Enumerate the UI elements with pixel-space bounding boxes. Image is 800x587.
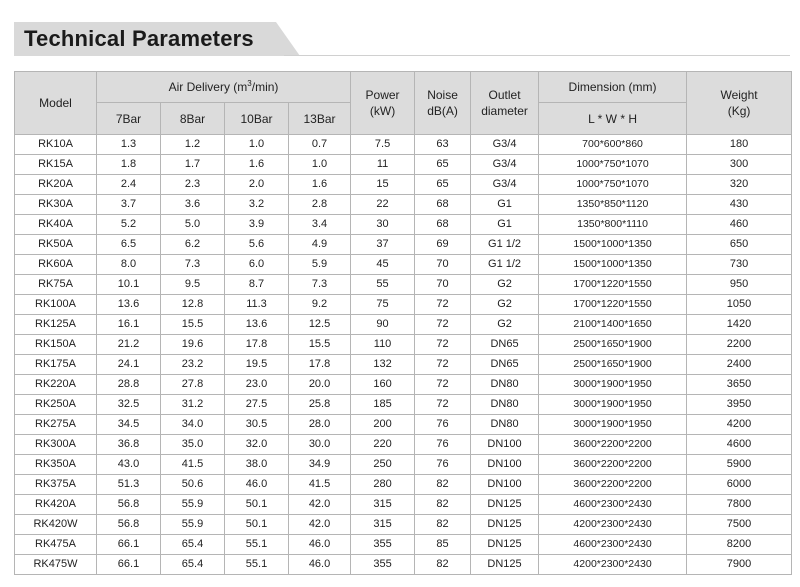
cell-air-13bar: 0.7	[289, 135, 351, 155]
cell-noise: 63	[415, 135, 471, 155]
cell-noise: 65	[415, 175, 471, 195]
cell-air-8bar: 27.8	[161, 375, 225, 395]
cell-noise: 68	[415, 195, 471, 215]
header-noise-label: Noise dB(A)	[427, 88, 458, 118]
cell-noise: 72	[415, 375, 471, 395]
cell-air-13bar: 42.0	[289, 495, 351, 515]
cell-dimension: 3000*1900*1950	[539, 415, 687, 435]
header-pressure-8bar: 8Bar	[161, 103, 225, 135]
cell-power: 11	[351, 155, 415, 175]
cell-outlet: DN125	[471, 555, 539, 575]
table-row	[15, 535, 792, 555]
cell-noise: 76	[415, 435, 471, 455]
table-row	[15, 175, 792, 195]
cell-power: 45	[351, 255, 415, 275]
cell-model: RK420W	[15, 515, 97, 535]
cell-outlet: DN65	[471, 335, 539, 355]
cell-power: 280	[351, 475, 415, 495]
cell-model: RK100A	[15, 295, 97, 315]
cell-weight: 3650	[687, 375, 792, 395]
cell-model: RK220A	[15, 375, 97, 395]
cell-outlet: DN125	[471, 535, 539, 555]
cell-air-8bar: 23.2	[161, 355, 225, 375]
cell-power: 250	[351, 455, 415, 475]
cell-outlet: DN80	[471, 395, 539, 415]
cell-outlet: G3/4	[471, 135, 539, 155]
table-row	[15, 215, 792, 235]
cell-power: 315	[351, 495, 415, 515]
cell-power: 90	[351, 315, 415, 335]
cell-model: RK40A	[15, 215, 97, 235]
cell-weight: 6000	[687, 475, 792, 495]
table-row	[15, 375, 792, 395]
table-row	[15, 415, 792, 435]
cell-air-13bar: 20.0	[289, 375, 351, 395]
cell-air-10bar: 1.0	[225, 135, 289, 155]
cell-power: 15	[351, 175, 415, 195]
cell-air-10bar: 8.7	[225, 275, 289, 295]
cell-air-7bar: 6.5	[97, 235, 161, 255]
cell-outlet: G3/4	[471, 155, 539, 175]
table-row	[15, 435, 792, 455]
cell-air-10bar: 2.0	[225, 175, 289, 195]
cell-outlet: G3/4	[471, 175, 539, 195]
header-model: Model	[15, 72, 97, 135]
cell-air-10bar: 11.3	[225, 295, 289, 315]
cell-air-13bar: 3.4	[289, 215, 351, 235]
page-title: Technical Parameters	[24, 26, 254, 51]
table-body	[15, 135, 792, 575]
cell-air-10bar: 17.8	[225, 335, 289, 355]
cell-noise: 69	[415, 235, 471, 255]
cell-air-10bar: 13.6	[225, 315, 289, 335]
header-pressure-7bar: 7Bar	[97, 103, 161, 135]
cell-noise: 68	[415, 215, 471, 235]
cell-air-10bar: 19.5	[225, 355, 289, 375]
cell-weight: 1420	[687, 315, 792, 335]
cell-power: 37	[351, 235, 415, 255]
cell-air-13bar: 46.0	[289, 555, 351, 575]
cell-weight: 460	[687, 215, 792, 235]
cell-dimension: 3600*2200*2200	[539, 455, 687, 475]
cell-air-8bar: 19.6	[161, 335, 225, 355]
cell-air-8bar: 50.6	[161, 475, 225, 495]
cell-weight: 730	[687, 255, 792, 275]
cell-weight: 3950	[687, 395, 792, 415]
cell-weight: 2400	[687, 355, 792, 375]
cell-outlet: DN100	[471, 475, 539, 495]
cell-air-10bar: 23.0	[225, 375, 289, 395]
cell-model: RK350A	[15, 455, 97, 475]
cell-noise: 82	[415, 555, 471, 575]
cell-noise: 82	[415, 475, 471, 495]
cell-outlet: G1	[471, 215, 539, 235]
cell-noise: 72	[415, 295, 471, 315]
cell-air-13bar: 25.8	[289, 395, 351, 415]
cell-air-8bar: 31.2	[161, 395, 225, 415]
header-outlet-label: Outlet diameter	[481, 88, 528, 118]
cell-air-10bar: 46.0	[225, 475, 289, 495]
cell-outlet: G2	[471, 315, 539, 335]
table-row	[15, 295, 792, 315]
cell-air-10bar: 30.5	[225, 415, 289, 435]
cell-power: 355	[351, 555, 415, 575]
cell-model: RK420A	[15, 495, 97, 515]
cell-air-8bar: 55.9	[161, 515, 225, 535]
cell-air-13bar: 9.2	[289, 295, 351, 315]
cell-power: 22	[351, 195, 415, 215]
cell-dimension: 1000*750*1070	[539, 175, 687, 195]
cell-air-13bar: 2.8	[289, 195, 351, 215]
cell-outlet: DN125	[471, 515, 539, 535]
header-weight	[687, 72, 792, 135]
cell-air-13bar: 15.5	[289, 335, 351, 355]
cell-air-13bar: 30.0	[289, 435, 351, 455]
cell-air-8bar: 12.8	[161, 295, 225, 315]
cell-air-10bar: 32.0	[225, 435, 289, 455]
cell-air-13bar: 1.6	[289, 175, 351, 195]
table-row	[15, 395, 792, 415]
cell-weight: 1050	[687, 295, 792, 315]
cell-model: RK150A	[15, 335, 97, 355]
cell-dimension: 2500*1650*1900	[539, 335, 687, 355]
cell-model: RK60A	[15, 255, 97, 275]
cell-air-13bar: 34.9	[289, 455, 351, 475]
cell-dimension: 1700*1220*1550	[539, 295, 687, 315]
cell-power: 315	[351, 515, 415, 535]
title-bar	[14, 22, 790, 58]
cell-air-13bar: 1.0	[289, 155, 351, 175]
cell-noise: 82	[415, 515, 471, 535]
cell-outlet: G2	[471, 275, 539, 295]
header-air-delivery: Air Delivery $(m^3/\min)$	[97, 72, 351, 103]
cell-air-7bar: 16.1	[97, 315, 161, 335]
cell-model: RK75A	[15, 275, 97, 295]
cell-weight: 180	[687, 135, 792, 155]
header-outlet	[471, 72, 539, 135]
cell-power: 220	[351, 435, 415, 455]
cell-air-13bar: 41.5	[289, 475, 351, 495]
cell-air-8bar: 5.0	[161, 215, 225, 235]
cell-noise: 65	[415, 155, 471, 175]
cell-weight: 4600	[687, 435, 792, 455]
cell-weight: 5900	[687, 455, 792, 475]
cell-air-10bar: 6.0	[225, 255, 289, 275]
cell-dimension: 2500*1650*1900	[539, 355, 687, 375]
cell-air-7bar: 66.1	[97, 555, 161, 575]
cell-weight: 300	[687, 155, 792, 175]
cell-dimension: 3600*2200*2200	[539, 475, 687, 495]
cell-dimension: 1500*1000*1350	[539, 255, 687, 275]
cell-weight: 7800	[687, 495, 792, 515]
cell-air-7bar: 13.6	[97, 295, 161, 315]
table-row	[15, 555, 792, 575]
cell-dimension: 1350*850*1120	[539, 195, 687, 215]
cell-air-13bar: 4.9	[289, 235, 351, 255]
table-row	[15, 155, 792, 175]
cell-power: 75	[351, 295, 415, 315]
cell-air-7bar: 28.8	[97, 375, 161, 395]
cell-noise: 82	[415, 495, 471, 515]
cell-dimension: 1000*750*1070	[539, 155, 687, 175]
cell-air-7bar: 8.0	[97, 255, 161, 275]
cell-air-10bar: 55.1	[225, 555, 289, 575]
cell-dimension: 3600*2200*2200	[539, 435, 687, 455]
table-row	[15, 275, 792, 295]
cell-model: RK375A	[15, 475, 97, 495]
cell-power: 200	[351, 415, 415, 435]
cell-weight: 2200	[687, 335, 792, 355]
cell-noise: 70	[415, 275, 471, 295]
cell-air-8bar: 34.0	[161, 415, 225, 435]
cell-air-13bar: 7.3	[289, 275, 351, 295]
cell-noise: 72	[415, 335, 471, 355]
cell-air-7bar: 43.0	[97, 455, 161, 475]
cell-weight: 8200	[687, 535, 792, 555]
cell-outlet: G2	[471, 295, 539, 315]
cell-air-8bar: 15.5	[161, 315, 225, 335]
cell-outlet: DN100	[471, 435, 539, 455]
table-row	[15, 335, 792, 355]
cell-air-7bar: 10.1	[97, 275, 161, 295]
header-dimension: Dimension (mm)	[539, 72, 687, 103]
cell-air-7bar: 1.3	[97, 135, 161, 155]
cell-air-13bar: 5.9	[289, 255, 351, 275]
cell-air-7bar: 66.1	[97, 535, 161, 555]
cell-air-10bar: 50.1	[225, 495, 289, 515]
cell-outlet: DN125	[471, 495, 539, 515]
header-dimension-sub: L * W * H	[539, 103, 687, 135]
cell-weight: 7900	[687, 555, 792, 575]
table-row	[15, 355, 792, 375]
cell-dimension: 3000*1900*1950	[539, 395, 687, 415]
header-noise	[415, 72, 471, 135]
cell-outlet: DN80	[471, 375, 539, 395]
cell-power: 30	[351, 215, 415, 235]
cell-noise: 72	[415, 395, 471, 415]
cell-model: RK10A	[15, 135, 97, 155]
cell-weight: 320	[687, 175, 792, 195]
table-row	[15, 135, 792, 155]
cell-dimension: 1350*800*1110	[539, 215, 687, 235]
cell-air-8bar: 35.0	[161, 435, 225, 455]
cell-air-8bar: 65.4	[161, 555, 225, 575]
cell-air-13bar: 17.8	[289, 355, 351, 375]
cell-air-10bar: 50.1	[225, 515, 289, 535]
cell-dimension: 4200*2300*2430	[539, 555, 687, 575]
cell-weight: 4200	[687, 415, 792, 435]
table-row	[15, 235, 792, 255]
cell-air-7bar: 21.2	[97, 335, 161, 355]
cell-air-7bar: 1.8	[97, 155, 161, 175]
cell-air-7bar: 56.8	[97, 515, 161, 535]
table-row	[15, 495, 792, 515]
cell-outlet: DN65	[471, 355, 539, 375]
cell-model: RK300A	[15, 435, 97, 455]
cell-air-13bar: 46.0	[289, 535, 351, 555]
cell-air-7bar: 5.2	[97, 215, 161, 235]
cell-dimension: 700*600*860	[539, 135, 687, 155]
cell-noise: 76	[415, 415, 471, 435]
cell-dimension: 4600*2300*2430	[539, 495, 687, 515]
cell-air-7bar: 24.1	[97, 355, 161, 375]
cell-air-7bar: 2.4	[97, 175, 161, 195]
cell-model: RK475W	[15, 555, 97, 575]
table-row	[15, 515, 792, 535]
cell-air-8bar: 1.2	[161, 135, 225, 155]
cell-noise: 72	[415, 355, 471, 375]
cell-air-13bar: 42.0	[289, 515, 351, 535]
cell-power: 355	[351, 535, 415, 555]
cell-weight: 950	[687, 275, 792, 295]
title-divider	[284, 55, 790, 56]
cell-noise: 85	[415, 535, 471, 555]
cell-air-7bar: 3.7	[97, 195, 161, 215]
table-row	[15, 255, 792, 275]
cell-outlet: G1 1/2	[471, 255, 539, 275]
cell-outlet: G1 1/2	[471, 235, 539, 255]
cell-dimension: 3000*1900*1950	[539, 375, 687, 395]
cell-weight: 650	[687, 235, 792, 255]
cell-air-7bar: 36.8	[97, 435, 161, 455]
cell-outlet: DN100	[471, 455, 539, 475]
cell-air-8bar: 41.5	[161, 455, 225, 475]
cell-model: RK50A	[15, 235, 97, 255]
table-row	[15, 315, 792, 335]
cell-air-8bar: 3.6	[161, 195, 225, 215]
cell-outlet: G1	[471, 195, 539, 215]
cell-air-7bar: 56.8	[97, 495, 161, 515]
cell-air-8bar: 7.3	[161, 255, 225, 275]
cell-weight: 430	[687, 195, 792, 215]
header-weight-label: Weight (Kg)	[720, 88, 758, 118]
cell-model: RK125A	[15, 315, 97, 335]
cell-air-7bar: 34.5	[97, 415, 161, 435]
cell-air-13bar: 28.0	[289, 415, 351, 435]
cell-air-8bar: 65.4	[161, 535, 225, 555]
cell-power: 185	[351, 395, 415, 415]
cell-air-10bar: 5.6	[225, 235, 289, 255]
cell-air-8bar: 6.2	[161, 235, 225, 255]
cell-model: RK275A	[15, 415, 97, 435]
cell-power: 7.5	[351, 135, 415, 155]
header-power	[351, 72, 415, 135]
cell-air-7bar: 32.5	[97, 395, 161, 415]
cell-dimension: 4200*2300*2430	[539, 515, 687, 535]
cell-air-8bar: 1.7	[161, 155, 225, 175]
cell-dimension: 2100*1400*1650	[539, 315, 687, 335]
cell-dimension: 4600*2300*2430	[539, 535, 687, 555]
cell-air-10bar: 55.1	[225, 535, 289, 555]
cell-model: RK250A	[15, 395, 97, 415]
cell-model: RK475A	[15, 535, 97, 555]
table-header	[15, 72, 792, 135]
cell-dimension: 1500*1000*1350	[539, 235, 687, 255]
cell-air-8bar: 9.5	[161, 275, 225, 295]
cell-air-8bar: 2.3	[161, 175, 225, 195]
cell-air-7bar: 51.3	[97, 475, 161, 495]
header-power-label: Power (kW)	[365, 88, 400, 118]
cell-air-10bar: 3.2	[225, 195, 289, 215]
cell-noise: 76	[415, 455, 471, 475]
cell-air-10bar: 38.0	[225, 455, 289, 475]
cell-weight: 7500	[687, 515, 792, 535]
header-pressure-10bar: 10Bar	[225, 103, 289, 135]
cell-power: 160	[351, 375, 415, 395]
cell-dimension: 1700*1220*1550	[539, 275, 687, 295]
table-row	[15, 455, 792, 475]
cell-air-10bar: 3.9	[225, 215, 289, 235]
cell-power: 110	[351, 335, 415, 355]
cell-air-10bar: 1.6	[225, 155, 289, 175]
cell-model: RK15A	[15, 155, 97, 175]
cell-model: RK30A	[15, 195, 97, 215]
table-row	[15, 475, 792, 495]
table-row	[15, 195, 792, 215]
parameters-table	[14, 71, 792, 575]
cell-air-8bar: 55.9	[161, 495, 225, 515]
cell-model: RK175A	[15, 355, 97, 375]
cell-noise: 70	[415, 255, 471, 275]
cell-model: RK20A	[15, 175, 97, 195]
cell-air-13bar: 12.5	[289, 315, 351, 335]
cell-air-10bar: 27.5	[225, 395, 289, 415]
cell-noise: 72	[415, 315, 471, 335]
cell-power: 132	[351, 355, 415, 375]
cell-power: 55	[351, 275, 415, 295]
cell-outlet: DN80	[471, 415, 539, 435]
header-pressure-13bar: 13Bar	[289, 103, 351, 135]
